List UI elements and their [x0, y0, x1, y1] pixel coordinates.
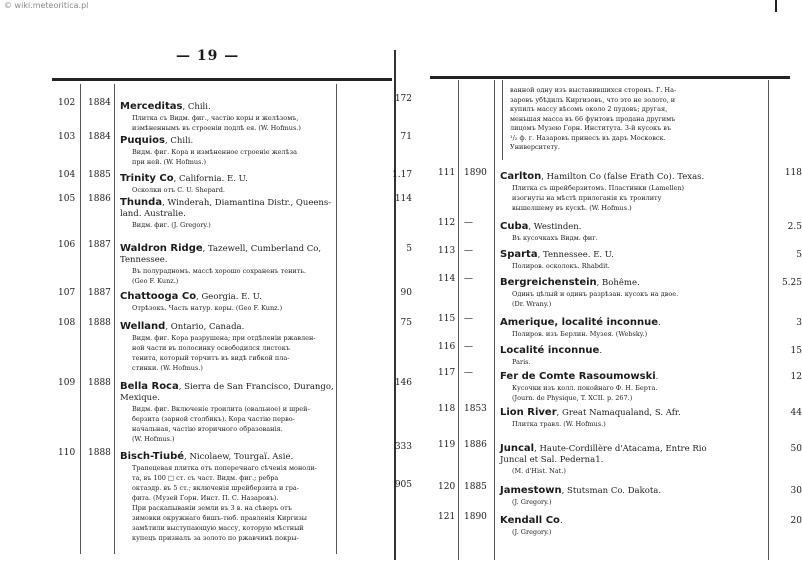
weight-secondary: 905 — [394, 480, 412, 490]
catalog-number: 104 — [58, 170, 76, 180]
fall-year: — — [464, 314, 473, 324]
description-line: измѣненнымъ въ строеніи подлѣ ея. (W. Hofmus.) — [132, 124, 301, 132]
entry-headline — [500, 482, 772, 497]
locality: , Bohême. — [596, 278, 640, 288]
entry-body — [120, 170, 390, 195]
weight: 172 — [394, 94, 412, 104]
entry-body — [120, 240, 390, 286]
locality-cont: Mexique. — [120, 393, 160, 403]
entry-headline — [120, 448, 390, 463]
catalog-number: 107 — [58, 288, 76, 298]
entry-body — [500, 368, 772, 403]
catalog-number: 118 — [438, 404, 456, 414]
meteorite-name: Bella Roca — [120, 381, 179, 392]
entry-headline — [120, 194, 390, 209]
meteorite-name: Localité inconnue — [500, 345, 600, 356]
description-line: (Journ. de Physique, T. XCII. p. 267.) — [512, 394, 633, 402]
meteorite-name: Chattooga Co — [120, 291, 197, 302]
entry-headline — [500, 274, 772, 289]
locality: . — [658, 318, 661, 328]
description-line: Въ кусочкахъ Видм. фиг. — [512, 234, 598, 242]
description-line: Одинъ цѣлый и одинъ разрѣзан. кусокъ на двое. — [512, 290, 679, 298]
meteorite-name: Juncal — [500, 443, 535, 454]
col-divider — [494, 80, 495, 560]
entry-body — [120, 288, 390, 313]
col-divider — [114, 84, 115, 554]
locality: , Stutsman Co. Dakota. — [561, 486, 662, 496]
continuation-line: купилъ массу вѣсомъ около 2 пудовъ; другая, — [510, 105, 668, 113]
fall-year: 1887 — [88, 288, 111, 298]
fall-year: 1888 — [88, 318, 111, 328]
catalog-number: 103 — [58, 132, 76, 142]
entry-body — [500, 342, 772, 367]
col-divider — [80, 84, 81, 554]
description-line: (J. Gregory.) — [512, 498, 552, 506]
description-line: Paris. — [512, 358, 531, 366]
catalog-number: 119 — [438, 440, 456, 450]
locality: . — [655, 372, 659, 382]
locality: , California. E. U. — [173, 174, 248, 184]
entry-body — [120, 132, 390, 167]
description-line: Осколки отъ C. U. Shepard. — [132, 186, 225, 194]
weight: 5.25 — [781, 278, 802, 288]
entry-body — [120, 378, 390, 444]
fall-year: 1884 — [88, 98, 111, 108]
fall-year: 1885 — [88, 170, 111, 180]
locality-cont: Tennessee. — [120, 255, 168, 265]
entry-headline — [120, 288, 390, 303]
entry-headline — [500, 404, 772, 419]
catalog-number: 113 — [438, 246, 456, 256]
locality: , Tazewell, Cumberland Co, — [202, 244, 322, 254]
entry-body — [500, 274, 772, 309]
description-line: Трапецевая плитка отъ поперечнаго сѣченія моноли- — [132, 464, 317, 472]
meteorite-name: Sparta — [500, 249, 538, 260]
meteorite-name: Cuba — [500, 221, 529, 232]
continuation-line: Университету. — [510, 143, 560, 151]
weight: 333 — [394, 442, 412, 452]
catalog-number: 116 — [438, 342, 456, 352]
col-divider — [502, 80, 503, 160]
catalog-number: 112 — [438, 218, 456, 228]
entry-headline — [500, 368, 772, 383]
catalog-number: 109 — [58, 378, 76, 388]
description-line: при ней. (W. Hofmus.) — [132, 158, 207, 166]
catalog-number: 105 — [58, 194, 76, 204]
right-page — [430, 0, 802, 565]
catalog-number: 114 — [438, 274, 456, 284]
entry-body — [500, 512, 772, 537]
description-line: зимовки окружнаго бишъ-тюб. правленія Киргизы — [132, 514, 307, 522]
entry-body — [120, 448, 390, 543]
entry-headline — [500, 314, 772, 329]
fall-year: 1886 — [464, 440, 487, 450]
entry-headline — [120, 240, 390, 255]
watermark: © wiki.meteoritica.pl — [4, 1, 89, 10]
description-line: изогнуты на мѣстѣ прилеганія къ троилиту — [512, 194, 662, 202]
description-line: та, въ 100 □ ст. съ част. Видм. фиг.; ребра — [132, 474, 279, 482]
entry-body — [500, 482, 772, 507]
description-line: (Dr. Wrany.) — [512, 300, 552, 308]
locality: . — [599, 346, 603, 356]
description-line: ной части въ полосинку освободился листокъ — [132, 344, 290, 352]
continuation-line: ванной одну изъ выставившихся сторонъ. Г. На- — [510, 86, 677, 94]
catalog-number: 102 — [58, 98, 76, 108]
locality: , Nicolaew, Tourgaï. Asie. — [184, 452, 294, 462]
entry-body — [120, 194, 390, 230]
description-line: Кусочки изъ колл. покойнаго Ф. Н. Берта. — [512, 384, 658, 392]
description-line: Плитка съ шрейберзитомъ. Пластинки (Lamellen) — [512, 184, 685, 192]
fall-year: — — [464, 342, 473, 352]
fall-year: 1887 — [88, 240, 111, 250]
meteorite-name: Kendall Co — [500, 515, 560, 526]
description-line: фита. (Музей Горн. Инст. П. С. Назаровъ). — [132, 494, 279, 502]
description-line: Видм. фиг. (J. Gregory.) — [132, 221, 211, 229]
meteorite-name: Waldron Ridge — [120, 243, 203, 254]
fall-year: 1888 — [88, 378, 111, 388]
entry-headline — [120, 378, 390, 393]
continuation-line: ¹/₂ ф. г. Назаровъ принесъ въ даръ Московск. — [510, 133, 666, 142]
locality: , Ontario, Canada. — [165, 322, 245, 332]
description-line: Плитка травл. (W. Hofmus.) — [512, 420, 606, 428]
description-line: вышелшему въ кускѣ. (W. Hofmus.) — [512, 204, 632, 212]
meteorite-name: Amerique, localité inconnue — [500, 317, 658, 328]
locality-cont: land. Australie. — [120, 209, 186, 219]
meteorite-name: Lion River — [500, 407, 557, 418]
locality: , Chili. — [164, 136, 194, 146]
weight: 15 — [790, 346, 802, 356]
fall-year: 1890 — [464, 512, 487, 522]
fall-year: 1886 — [88, 194, 111, 204]
description-line: октаэдр. въ 5 ст.; включенія шрейберзита и гра- — [132, 484, 299, 492]
fall-year: 1884 — [88, 132, 111, 142]
fall-year: — — [464, 368, 473, 378]
catalog-number: 120 — [438, 482, 456, 492]
catalog-number: 106 — [58, 240, 76, 250]
entry-body — [500, 218, 772, 243]
weight: 3 — [796, 318, 802, 328]
weight: 146 — [394, 378, 412, 388]
meteorite-name: Carlton — [500, 171, 542, 182]
entry-headline — [500, 246, 772, 261]
locality: , Georgia. E. U. — [196, 292, 262, 302]
weight: 30 — [790, 486, 802, 496]
description-line: Видм. фиг. Кора разрушена; при отдѣленіи ржавлен- — [132, 334, 316, 342]
description-line: (M. d'Hist. Nat.) — [512, 467, 566, 475]
description-line: Видм. фиг. Включеніе троилита (овальное) и шрей- — [132, 405, 310, 413]
catalog-number: 111 — [438, 168, 456, 178]
entry-headline — [500, 218, 772, 233]
fall-year: — — [464, 218, 473, 228]
meteorite-name: Bergreichenstein — [500, 277, 597, 288]
entry-body — [500, 404, 772, 429]
fall-year: — — [464, 246, 473, 256]
description-line: Отрѣзокъ. Часть натур. коры. (Geo F. Kunz.) — [132, 304, 283, 312]
locality: , Tennessee. E. U. — [537, 250, 614, 260]
col-divider — [458, 80, 459, 560]
weight: 75 — [400, 318, 412, 328]
meteorite-name: Fer de Comte Rasoumowski — [500, 371, 656, 382]
catalog-number: 115 — [438, 314, 456, 324]
weight: 5 — [796, 250, 802, 260]
description-line: (W. Hofmus.) — [132, 435, 175, 443]
entry-headline — [500, 512, 772, 527]
catalog-number: 121 — [438, 512, 456, 522]
continuation-line: заровъ убѣдилъ Киргизовъ, что это не золото, и — [510, 95, 676, 104]
catalog-number: 108 — [58, 318, 76, 328]
entry-headline — [120, 98, 390, 113]
continuation-line: меньшая масса въ 66 фунтовъ продана другимъ — [510, 114, 676, 123]
locality: , Chili. — [182, 102, 211, 112]
weight: 114 — [394, 194, 412, 204]
weight: 12 — [790, 372, 802, 382]
description-line: тенита, который торчитъ въ видѣ гибкой пла- — [132, 354, 290, 362]
weight: 71 — [400, 132, 412, 142]
weight: 5 — [406, 244, 412, 254]
fall-year: 1853 — [464, 404, 487, 414]
meteorite-name: Welland — [120, 321, 166, 332]
left-page — [56, 0, 413, 565]
entry-body — [500, 440, 772, 476]
entry-body — [120, 98, 390, 133]
description-line: (J. Gregory.) — [512, 528, 552, 536]
description-line: (Geo F. Kunz.) — [132, 277, 179, 285]
entry-headline — [500, 342, 772, 357]
continuation-line: лицомъ Музею Горн. Института. 3-й кусокъ въ — [510, 124, 672, 132]
fall-year: 1885 — [464, 482, 487, 492]
fall-year: 1890 — [464, 168, 487, 178]
continuation-text — [510, 86, 762, 153]
locality: , Winderah, Diamantina Distr., Queens- — [162, 198, 332, 208]
locality: , Hamilton Co (false Erath Co). Texas. — [541, 172, 705, 182]
description-line: берзита (зарной столбикъ). Кора частію перво- — [132, 415, 295, 423]
description-line: Въ полурадномъ. массѣ хорошо сохраненъ тенить. — [132, 267, 306, 275]
description-line: стинки. (W. Hofmus.) — [132, 364, 203, 372]
meteorite-name: Trinity Co — [120, 173, 174, 184]
weight: 118 — [784, 168, 802, 178]
entry-body — [500, 246, 772, 271]
meteorite-name: Merceditas — [120, 101, 183, 112]
locality: . — [559, 516, 563, 526]
entry-body — [120, 318, 390, 373]
meteorite-name: Puquios — [120, 135, 165, 146]
catalog-number: 110 — [58, 448, 76, 458]
locality: , Great Namaqualand, S. Afr. — [556, 408, 681, 418]
entry-body — [500, 314, 772, 339]
weight: 50 — [790, 444, 802, 454]
header-rule — [430, 76, 790, 79]
fall-year: 1888 — [88, 448, 111, 458]
weight: 1.17 — [392, 170, 413, 180]
description-line: замѣтили выступающую массу, которую мѣстный — [132, 524, 304, 532]
weight: 90 — [400, 288, 412, 298]
meteorite-name: Jamestown — [500, 485, 562, 496]
page-number: — 19 — — [176, 48, 240, 64]
fall-year: — — [464, 274, 473, 284]
header-rule — [52, 78, 392, 81]
description-line: начальная, частію вторичного образованія. — [132, 425, 283, 433]
meteorite-name: Bisch-Tiubé — [120, 451, 185, 462]
description-line: При раскапываніи земли въ 3 в. на сѣверъ отъ — [132, 504, 292, 512]
locality: , Sierra de San Francisco, Durango, — [178, 382, 334, 392]
description-line: Видм. фиг. Кора и измѣненное строеніе желѣза — [132, 148, 298, 156]
locality: , Haute-Cordillère d'Atacama, Entre Rio — [534, 444, 707, 454]
weight: 44 — [790, 408, 802, 418]
entry-headline — [120, 318, 390, 333]
description-line: купецъ призналъ за золото по ржавчинѣ покры- — [132, 534, 299, 542]
description-line: Плитка съ Видм. фиг., частію коры и желѣзомъ, — [132, 114, 299, 122]
entry-headline — [500, 440, 772, 455]
meteorite-name: Thunda — [120, 197, 163, 208]
weight: 20 — [790, 516, 802, 526]
description-line: Полиров. осколокъ. Rhabdit. — [512, 262, 610, 270]
description-line: Полиров. изъ Берлин. Музея. (Websky.) — [512, 330, 648, 338]
entry-headline — [120, 170, 390, 185]
weight: 2.5 — [787, 222, 802, 232]
entry-headline — [500, 168, 772, 183]
entry-body — [500, 168, 772, 213]
locality: , Westinden. — [528, 222, 582, 232]
entry-headline — [120, 132, 390, 147]
locality-cont: Juncal et Sal. Pederna1. — [500, 455, 604, 465]
catalog-number: 117 — [438, 368, 456, 378]
